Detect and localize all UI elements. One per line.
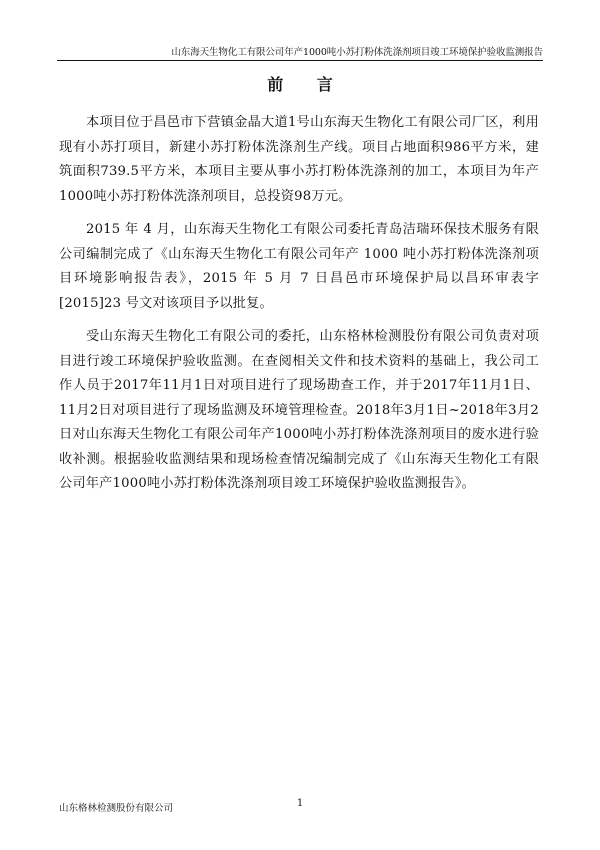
- header-divider: [57, 60, 543, 61]
- running-header: 山东海天生物化工有限公司年产1000吨小苏打粉体洗涤剂项目竣工环境保护验收监测报告: [171, 47, 543, 58]
- footer-company: 山东格林检测股份有限公司: [59, 803, 174, 814]
- paragraph-1: 本项目位于昌邑市下营镇金晶大道1号山东海天生物化工有限公司厂区，利用现有小苏打项目，新建小苏打粉体洗涤剂生产线。项目占地面积986平方米，建筑面积739.5平方米，本项目主要从事小苏打粉体洗涤剂的加工，本项目为年产1000吨小苏打粉体洗涤剂项目，总投资98万元。: [59, 115, 539, 204]
- paragraph-2: 2015 年 4 月，山东海天生物化工有限公司委托青岛洁瑞环保技术服务有限公司编制完成了《山东海天生物化工有限公司年产 1000 吨小苏打粉体洗涤剂项目环境影响报告表》，2015 年 5 月 7 日昌邑市环境保护局以昌环审表字[2015]23 号文对该项目予以批复。: [59, 222, 539, 311]
- page-number: 1: [296, 798, 304, 809]
- paragraph-3: 受山东海天生物化工有限公司的委托，山东格林检测股份有限公司负责对项目进行竣工环境保护验收监测。在查阅相关文件和技术资料的基础上，我公司工作人员于2017年11月1日对项目进行了现场勘查工作，并于2017年11月1日、11月2日对项目进行了现场监测及环境管理检查。2018年3月1日~2018年3月2日对山东海天生物化工有限公司年产1000吨小苏打粉体洗涤剂项目的废水进行验收补测。根据验收监测结果和现场检查情况编制完成了《山东海天生物化工有限公司年产1000吨小苏打粉体洗涤剂项目竣工环境保护验收监测报告》。: [59, 329, 539, 491]
- section-heading: 前 言: [267, 75, 347, 94]
- body-text: [59, 111, 539, 506]
